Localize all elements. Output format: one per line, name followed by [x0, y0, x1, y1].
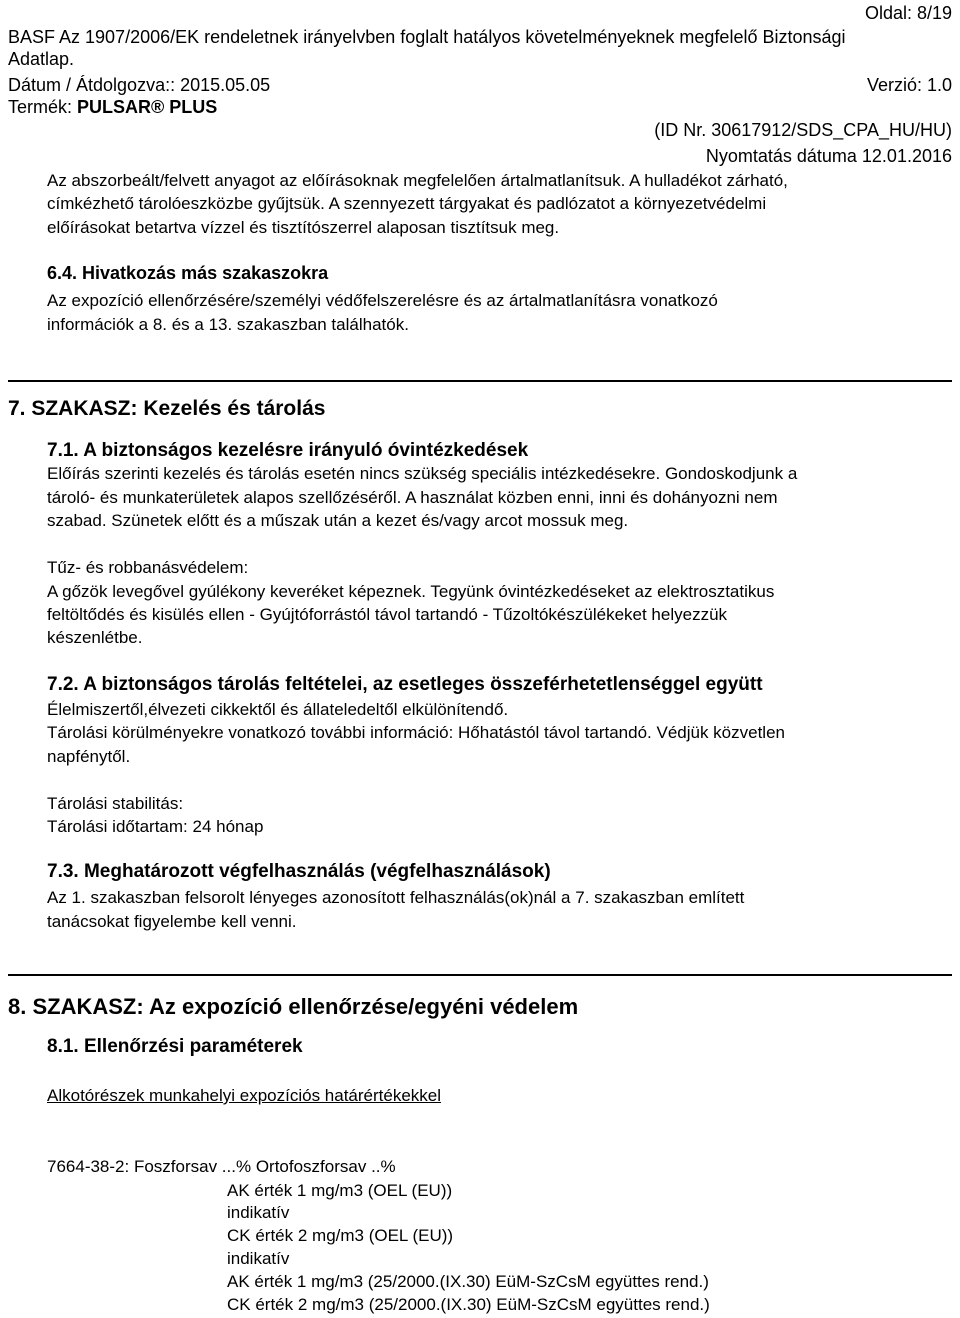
sec7-1-line1: Előírás szerinti kezelés és tárolás esetén nincs szükség speciális intézkedésekre. Gondoskodjunk a — [47, 464, 798, 483]
components-heading: Alkotórészek munkahelyi expozíciós határértékekkel — [47, 1086, 442, 1105]
storage-stability-label: Tárolási stabilitás: — [47, 794, 184, 813]
document-id: (ID Nr. 30617912/SDS_CPA_HU/HU) — [654, 120, 952, 140]
limit-line: CK érték 2 mg/m3 (OEL (EU)) — [227, 1226, 454, 1245]
limit-line: AK érték 1 mg/m3 (25/2000.(IX.30) EüM-SzCsM együttes rend.) — [227, 1272, 709, 1291]
product-label: Termék: — [8, 97, 78, 117]
sec7-2-line1: Élelmiszertől,élvezeti cikkektől és állateledeltől elkülönítendő. — [47, 700, 509, 719]
limit-line: CK érték 2 mg/m3 (25/2000.(IX.30) EüM-SzCsM együttes rend.) — [227, 1295, 710, 1314]
limit-line: indikatív — [227, 1249, 290, 1268]
sec7-2-line2: Tárolási körülményekre vonatkozó további információ: Hőhatástól távol tartandó. Védjük közvetlen — [47, 723, 785, 742]
sec6-para1-line3: előírásokat betartva vízzel és tisztítószerrel alaposan tisztítsuk meg. — [47, 218, 560, 237]
print-date: Nyomtatás dátuma 12.01.2016 — [705, 146, 952, 166]
fire-protection-line1: A gőzök levegővel gyúlékony keveréket képeznek. Tegyünk óvintézkedéseket az elektrosztatikus — [47, 582, 775, 601]
section-7-title: 7. SZAKASZ: Kezelés és tárolás — [8, 397, 326, 420]
section-divider — [8, 380, 952, 382]
revision-date: Dátum / Átdolgozva:: 2015.05.05 — [8, 75, 271, 95]
storage-stability-value: Tárolási időtartam: 24 hónap — [47, 817, 264, 836]
sec6-para2-line1: Az expozíció ellenőrzésére/személyi védőfelszerelésre és az ártalmatlanításra vonatkozó — [47, 291, 718, 310]
fire-protection-label: Tűz- és robbanásvédelem: — [47, 558, 249, 577]
page-number: Oldal: 8/19 — [864, 3, 952, 23]
heading-7-2: 7.2. A biztonságos tárolás feltételei, az esetleges összeférhetetlenséggel együtt — [47, 674, 763, 695]
limit-line: indikatív — [227, 1203, 290, 1222]
document-title-line1: BASF Az 1907/2006/EK rendeletnek irányelvben foglalt hatályos követelményeknek megfelelő Biztonsági — [8, 27, 846, 47]
sec7-3-line2: tanácsokat figyelembe kell venni. — [47, 912, 297, 931]
sec7-2-line3: napfénytől. — [47, 747, 131, 766]
heading-7-3: 7.3. Meghatározott végfelhasználás (végfelhasználások) — [47, 861, 551, 882]
sec6-para1-line2: címkézhető tárolóeszközbe gyűjtsük. A szennyezett tárgyakat és padlózatot a környezetvédelmi — [47, 194, 767, 213]
fire-protection-line2: feltöltődés és kisülés ellen - Gyújtóforrástól távol tartandó - Tűzoltókészülékeket helyezzük — [47, 605, 728, 624]
section-8-title: 8. SZAKASZ: Az expozíció ellenőrzése/egyéni védelem — [8, 994, 579, 1019]
section-divider — [8, 974, 952, 976]
product — [8, 96, 217, 118]
sec7-1-line3: szabad. Szünetek előtt és a műszak után a kezet és/vagy arcot mossuk meg. — [47, 511, 629, 530]
sec6-para2-line2: információk a 8. és a 13. szakaszban találhatók. — [47, 315, 409, 334]
document-title-line2: Adatlap. — [8, 49, 75, 69]
product-name: PULSAR® PLUS — [77, 97, 218, 117]
heading-8-1: 8.1. Ellenőrzési paraméterek — [47, 1036, 303, 1057]
sec7-1-line2: tároló- és munkaterületek alapos szellőzéséről. A használat közben enni, inni és dohányozni nem — [47, 488, 778, 507]
heading-7-1: 7.1. A biztonságos kezelésre irányuló óvintézkedések — [47, 440, 529, 461]
sec6-para1-line1: Az abszorbeált/felvett anyagot az előírásoknak megfelelően ártalmatlanítsuk. A hulladékot zárható, — [47, 171, 788, 190]
fire-protection-line3: készenlétbe. — [47, 628, 143, 647]
version: Verzió: 1.0 — [866, 75, 952, 95]
limit-line: AK érték 1 mg/m3 (OEL (EU)) — [227, 1181, 453, 1200]
sec7-3-line1: Az 1. szakaszban felsorolt lényeges azonosított felhasználás(ok)nál a 7. szakaszban említett — [47, 888, 745, 907]
substance-line: 7664-38-2: Foszforsav ...% Ortofoszforsav ..% — [47, 1157, 396, 1176]
heading-6-4: 6.4. Hivatkozás más szakaszokra — [47, 263, 329, 283]
